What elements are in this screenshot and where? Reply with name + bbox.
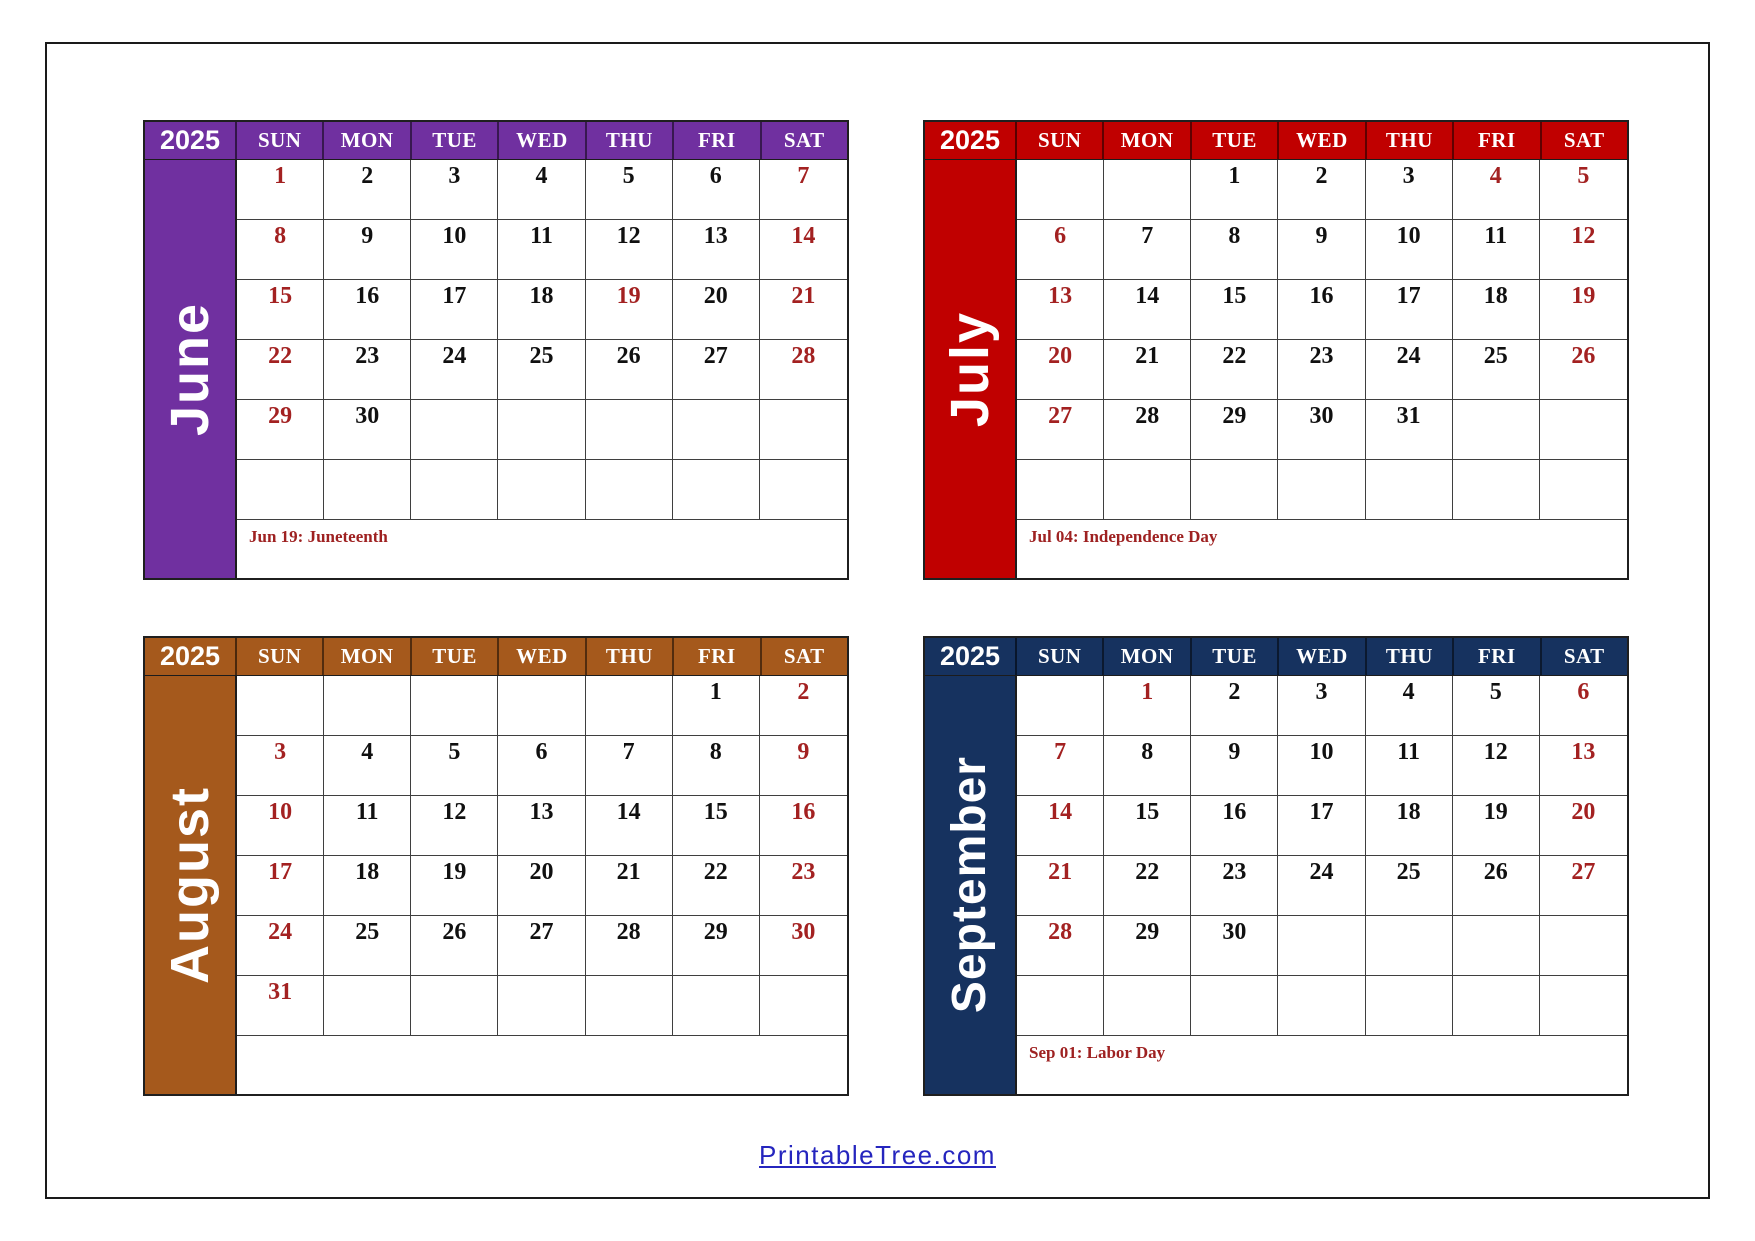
date-cell: 11 [498,220,585,280]
empty-date-cell [237,676,324,736]
day-header-fri: FRI [1454,122,1541,159]
day-header-thu: THU [587,638,674,675]
empty-date-cell [586,976,673,1036]
empty-date-cell [1278,976,1365,1036]
empty-date-cell [498,976,585,1036]
year-label: 2025 [925,638,1017,675]
calendar-header [925,638,1627,676]
date-cell: 26 [586,340,673,400]
date-cell: 7 [1104,220,1191,280]
empty-date-cell [324,676,411,736]
day-headers-row [237,638,847,675]
empty-date-cell [1017,676,1104,736]
empty-date-cell [1453,460,1540,520]
date-cell: 13 [673,220,760,280]
date-cell: 17 [411,280,498,340]
empty-date-cell [673,460,760,520]
day-header-mon: MON [324,122,411,159]
empty-date-cell [1366,976,1453,1036]
date-cell: 20 [673,280,760,340]
date-cell: 18 [324,856,411,916]
empty-date-cell [1366,916,1453,976]
date-cell: 31 [1366,400,1453,460]
date-cell: 16 [1191,796,1278,856]
date-cell: 8 [237,220,324,280]
day-header-fri: FRI [674,122,761,159]
empty-date-cell [324,976,411,1036]
date-cell: 16 [324,280,411,340]
date-cell: 11 [324,796,411,856]
day-header-sat: SAT [1563,128,1605,152]
calendar-grid-area [237,160,847,578]
date-cell: 28 [1017,916,1104,976]
date-cell: 30 [1191,916,1278,976]
date-cell: 26 [411,916,498,976]
date-cell: 1 [1191,160,1278,220]
day-header-thu: THU [1367,638,1454,675]
date-cell: 18 [1366,796,1453,856]
day-header-sun: SUN [1017,638,1104,675]
day-header-wed: WED [1279,122,1366,159]
date-cell: 7 [1017,736,1104,796]
date-cell: 12 [1540,220,1627,280]
empty-date-cell [586,400,673,460]
date-cell: 9 [324,220,411,280]
day-header-sun: SUN [237,122,324,159]
month-sidebar [145,676,237,1094]
empty-date-cell [1104,976,1191,1036]
date-cell: 10 [1366,220,1453,280]
calendar-body [925,160,1627,578]
empty-date-cell [760,976,847,1036]
date-cell: 30 [324,400,411,460]
date-cell: 6 [673,160,760,220]
date-cell: 4 [498,160,585,220]
empty-date-cell [237,460,324,520]
date-cell: 10 [237,796,324,856]
date-cell: 29 [1104,916,1191,976]
date-cell: 22 [237,340,324,400]
empty-date-cell [411,400,498,460]
date-cell: 16 [1278,280,1365,340]
date-cell: 19 [586,280,673,340]
date-cell: 22 [1104,856,1191,916]
holiday-note: Sep 01: Labor Day [1029,1043,1166,1062]
calendar-grid-area [1017,676,1627,1094]
date-cell: 23 [1278,340,1365,400]
empty-date-cell [411,460,498,520]
day-header-sat: SAT [783,128,825,152]
day-headers-row [1017,638,1627,675]
date-cell: 5 [411,736,498,796]
date-cell: 25 [498,340,585,400]
date-cell: 23 [324,340,411,400]
empty-date-cell [498,460,585,520]
date-cell: 18 [1453,280,1540,340]
calendar-body [925,676,1627,1094]
date-cell: 19 [1453,796,1540,856]
date-cell: 18 [498,280,585,340]
date-cell: 13 [498,796,585,856]
month-label: September [943,756,996,1014]
date-cell: 5 [586,160,673,220]
holiday-note: Jul 04: Independence Day [1029,527,1218,546]
day-header-sun: SUN [1017,122,1104,159]
date-cell: 8 [1191,220,1278,280]
month-label: August [160,786,220,984]
empty-date-cell [411,976,498,1036]
month-sidebar [145,160,237,578]
day-header-sat: SAT [783,644,825,668]
empty-date-cell [1453,916,1540,976]
date-cell: 6 [1540,676,1627,736]
date-grid [1017,676,1627,1036]
date-cell: 22 [673,856,760,916]
date-cell: 24 [411,340,498,400]
empty-date-cell [1017,976,1104,1036]
month-sidebar [925,160,1017,578]
date-cell: 5 [1540,160,1627,220]
empty-date-cell [673,976,760,1036]
empty-date-cell [586,460,673,520]
date-cell: 2 [760,676,847,736]
calendar-july [923,120,1629,580]
date-cell: 9 [1191,736,1278,796]
empty-date-cell [1540,976,1627,1036]
empty-date-cell [1366,460,1453,520]
date-cell: 1 [237,160,324,220]
day-header-wed: WED [499,122,586,159]
day-headers-row [1017,122,1627,159]
year-label: 2025 [925,122,1017,159]
date-cell: 3 [1278,676,1365,736]
date-cell: 29 [673,916,760,976]
date-cell: 21 [760,280,847,340]
day-header-wed: WED [1279,638,1366,675]
empty-date-cell [1540,916,1627,976]
empty-date-cell [1017,460,1104,520]
calendar-grid-area [237,676,847,1094]
date-cell: 20 [1017,340,1104,400]
date-cell: 27 [498,916,585,976]
date-cell: 6 [498,736,585,796]
date-cell: 11 [1366,736,1453,796]
year-label: 2025 [145,638,237,675]
day-header-thu: THU [1367,122,1454,159]
date-cell: 8 [1104,736,1191,796]
date-cell: 27 [673,340,760,400]
empty-date-cell [498,676,585,736]
date-cell: 16 [760,796,847,856]
calendar-body [145,160,847,578]
empty-date-cell [1191,460,1278,520]
month-label: July [940,310,1000,428]
date-cell: 11 [1453,220,1540,280]
date-cell: 13 [1540,736,1627,796]
empty-date-cell [673,400,760,460]
date-cell: 7 [760,160,847,220]
date-grid [237,676,847,1036]
date-grid [1017,160,1627,520]
day-header-wed: WED [499,638,586,675]
date-cell: 5 [1453,676,1540,736]
printabletree-link[interactable]: PrintableTree.com [759,1140,996,1170]
calendar-header [145,122,847,160]
empty-date-cell [760,460,847,520]
date-cell: 10 [1278,736,1365,796]
day-header-fri: FRI [674,638,761,675]
date-cell: 14 [760,220,847,280]
date-cell: 28 [1104,400,1191,460]
date-cell: 13 [1017,280,1104,340]
calendar-august [143,636,849,1096]
date-cell: 29 [1191,400,1278,460]
empty-date-cell [498,400,585,460]
date-cell: 4 [1453,160,1540,220]
date-cell: 20 [1540,796,1627,856]
date-cell: 20 [498,856,585,916]
date-cell: 15 [1191,280,1278,340]
date-cell: 30 [760,916,847,976]
date-cell: 27 [1540,856,1627,916]
year-label: 2025 [145,122,237,159]
date-cell: 6 [1017,220,1104,280]
date-cell: 28 [586,916,673,976]
day-header-mon: MON [1104,122,1191,159]
date-cell: 14 [1104,280,1191,340]
date-cell: 17 [237,856,324,916]
date-cell: 2 [1191,676,1278,736]
month-sidebar [925,676,1017,1094]
holiday-note: Jun 19: Juneteenth [249,527,388,546]
date-cell: 19 [1540,280,1627,340]
date-cell: 14 [586,796,673,856]
calendar-grid-area [1017,160,1627,578]
day-header-sat: SAT [1563,644,1605,668]
date-cell: 24 [237,916,324,976]
date-cell: 30 [1278,400,1365,460]
date-cell: 17 [1366,280,1453,340]
date-cell: 14 [1017,796,1104,856]
month-label: June [160,301,220,437]
date-cell: 12 [1453,736,1540,796]
day-header-mon: MON [1104,638,1191,675]
empty-date-cell [1278,460,1365,520]
day-header-mon: MON [324,638,411,675]
empty-date-cell [1017,160,1104,220]
date-cell: 22 [1191,340,1278,400]
empty-date-cell [411,676,498,736]
calendar-september [923,636,1629,1096]
empty-date-cell [1104,460,1191,520]
date-cell: 25 [1453,340,1540,400]
date-cell: 23 [760,856,847,916]
empty-date-cell [1453,976,1540,1036]
day-header-fri: FRI [1454,638,1541,675]
empty-date-cell [1104,160,1191,220]
empty-date-cell [1540,400,1627,460]
page-footer [0,1140,1755,1171]
calendar-header [145,638,847,676]
date-cell: 1 [1104,676,1191,736]
date-cell: 1 [673,676,760,736]
date-cell: 2 [1278,160,1365,220]
calendar-header [925,122,1627,160]
date-cell: 15 [673,796,760,856]
empty-date-cell [1278,916,1365,976]
date-cell: 21 [1017,856,1104,916]
empty-date-cell [1540,460,1627,520]
date-cell: 19 [411,856,498,916]
date-cell: 8 [673,736,760,796]
date-cell: 9 [760,736,847,796]
day-header-tue: TUE [412,122,499,159]
empty-date-cell [1191,976,1278,1036]
date-grid [237,160,847,520]
holiday-note [237,1036,847,1094]
calendar-body [145,676,847,1094]
day-header-tue: TUE [1192,638,1279,675]
date-cell: 15 [1104,796,1191,856]
empty-date-cell [760,400,847,460]
empty-date-cell [324,460,411,520]
date-cell: 24 [1278,856,1365,916]
date-cell: 26 [1540,340,1627,400]
date-cell: 4 [324,736,411,796]
date-cell: 17 [1278,796,1365,856]
day-header-tue: TUE [412,638,499,675]
date-cell: 21 [586,856,673,916]
date-cell: 9 [1278,220,1365,280]
date-cell: 12 [411,796,498,856]
day-headers-row [237,122,847,159]
date-cell: 28 [760,340,847,400]
day-header-sun: SUN [237,638,324,675]
date-cell: 4 [1366,676,1453,736]
date-cell: 12 [586,220,673,280]
date-cell: 3 [1366,160,1453,220]
date-cell: 7 [586,736,673,796]
date-cell: 24 [1366,340,1453,400]
date-cell: 27 [1017,400,1104,460]
date-cell: 21 [1104,340,1191,400]
date-cell: 3 [237,736,324,796]
empty-date-cell [1453,400,1540,460]
date-cell: 10 [411,220,498,280]
calendar-june [143,120,849,580]
date-cell: 23 [1191,856,1278,916]
date-cell: 2 [324,160,411,220]
date-cell: 15 [237,280,324,340]
day-header-thu: THU [587,122,674,159]
date-cell: 25 [324,916,411,976]
empty-date-cell [586,676,673,736]
date-cell: 25 [1366,856,1453,916]
date-cell: 31 [237,976,324,1036]
date-cell: 3 [411,160,498,220]
date-cell: 26 [1453,856,1540,916]
day-header-tue: TUE [1192,122,1279,159]
date-cell: 29 [237,400,324,460]
